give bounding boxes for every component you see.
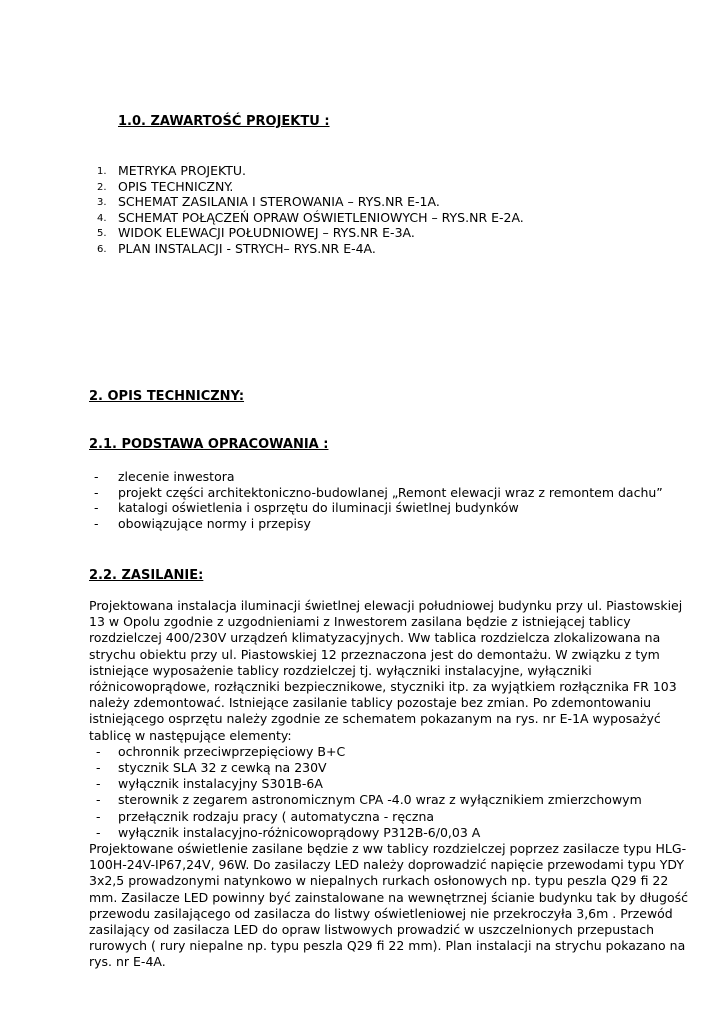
list-number: 1.: [97, 166, 107, 177]
dash-bullet: -: [94, 469, 99, 484]
paragraph-line: strychu obiektu przy ul. Piastowskiej 12 przeznaczona jest do demontażu. W związku z tym: [89, 646, 660, 662]
paragraph-line: tablicę w następujące elementy:: [89, 727, 292, 743]
list-text: stycznik SLA 32 z cewką na 230V: [118, 760, 327, 776]
section2-heading: 2. OPIS TECHNICZNY:: [89, 389, 245, 404]
list-item: [89, 744, 669, 760]
list-number: 2.: [97, 181, 107, 193]
paragraph-line: istniejące wyposażenie tablicy rozdzielczej tj. wyłączniki instalacyjne, wyłączniki: [89, 662, 592, 678]
list-item: [97, 240, 524, 257]
paragraph-line: należy zdemontować. Istniejące zasilanie tablicy pozostaje bez zmian. Po zdemontowaniu: [89, 695, 652, 711]
dash-bullet: -: [96, 824, 101, 840]
list-number: 3.: [97, 197, 107, 209]
paragraph-line: istniejącego osprzętu należy zgodnie ze schematem pokazanym na rys. nr E-1A wyposażyć: [89, 711, 661, 727]
list-text: WIDOK ELEWACJI POŁUDNIOWEJ – RYS.NR E-3A.: [118, 225, 415, 241]
list-text: katalogi oświetlenia i osprzętu do iluminacji świetlnej budynków: [118, 500, 519, 516]
dash-bullet: -: [94, 500, 99, 516]
list-item: [97, 163, 524, 179]
list-text: wyłącznik instalacyjno-różnicowoprądowy P312B-6/0,03 A: [118, 824, 481, 840]
dash-bullet: -: [96, 792, 101, 808]
list-number: 4.: [97, 212, 107, 224]
paragraph-line: przewodu zasilającego od zasilacza do listwy oświetleniowej nie przekroczyła 3,6m . Przewód: [89, 905, 673, 921]
paragraph-line: zasilający od zasilacza LED do opraw listwowych prowadzić w uszczelnionych przepustach: [89, 922, 655, 938]
list-text: OPIS TECHNICZNY.: [118, 178, 234, 194]
elements-list: [89, 744, 669, 841]
contents-heading: 1.0. ZAWARTOŚĆ PROJEKTU :: [118, 114, 330, 129]
list-number: 6.: [97, 243, 107, 255]
dash-bullet: -: [96, 808, 101, 824]
list-item: [94, 500, 663, 516]
list-text: projekt części architektoniczno-budowlanej „Remont elewacji wraz z remontem dachu”: [118, 484, 663, 500]
paragraph-line: Projektowane oświetlenie zasilane będzie z ww tablicy rozdzielczej poprzez zasilacze typu HLG-: [89, 841, 687, 857]
dash-bullet: -: [94, 515, 99, 531]
dash-bullet: -: [96, 760, 101, 776]
paragraph-line: 13 w Opolu zgodnie z uzgodnieniami z Inwestorem zasilana będzie z istniejącej tablicy: [89, 614, 631, 630]
list-item: [97, 178, 524, 195]
list-item: [97, 194, 524, 210]
list-text: SCHEMAT ZASILANIA I STEROWANIA – RYS.NR E-1A.: [118, 194, 440, 210]
paragraph-line: mm. Zasilacze LED powinny być zainstalowane na wewnętrznej ścianie budynku tak by długość: [89, 889, 689, 905]
paragraph-line: 100H-24V-IP67,24V, 96W. Do zasilaczy LED należy doprowadzić napięcie przewodami typu YDY: [89, 857, 684, 873]
list-text: zlecenie inwestora: [118, 469, 235, 484]
list-text: METRYKA PROJEKTU.: [118, 163, 246, 178]
dash-bullet: -: [96, 776, 101, 792]
paragraph-line: Projektowana instalacja iluminacji świetlnej elewacji południowej budynku przy ul. Piastowskiej: [89, 598, 683, 613]
list-text: SCHEMAT POŁĄCZEŃ OPRAW OŚWIETLENIOWYCH – RYS.NR E-2A.: [118, 209, 524, 225]
list-item: [89, 776, 669, 792]
power-supply-text: [89, 598, 689, 971]
contents-list: [97, 163, 524, 257]
basis-list: [94, 469, 663, 531]
list-text: przełącznik rodzaju pracy ( automatyczna - ręczna: [118, 808, 435, 824]
list-item: [89, 760, 669, 776]
list-item: [94, 484, 663, 501]
list-text: ochronnik przeciwprzepięciowy B+C: [118, 743, 346, 759]
list-text: obowiązujące normy i przepisy: [118, 515, 311, 531]
list-text: wyłącznik instalacyjny S301B-6A: [118, 776, 323, 792]
paragraph-line: rurowych ( rury niepalne np. typu peszla Q29 fi 22 mm). Plan instalacji na strychu pokazano na: [89, 938, 686, 954]
section22-heading: 2.2. ZASILANIE:: [89, 568, 204, 583]
dash-bullet: -: [94, 484, 99, 500]
list-item: [94, 515, 663, 532]
paragraph-line: rozdzielczej 400/230V urządzeń klimatyzacyjnych. Ww tablica rozdzielcza zlokalizowana na: [89, 630, 661, 646]
paragraph-line: różnicowoprądowe, rozłączniki bezpiecznikowe, styczniki itp. za wyjątkiem rozłącznika FR 103: [89, 679, 677, 695]
list-item: [89, 792, 669, 808]
list-number: 5.: [97, 228, 107, 240]
list-item: [97, 209, 524, 226]
list-item: [94, 469, 663, 485]
paragraph-line: 3x2,5 prowadzonymi natynkowo w niepalnych rurkach osłonowych np. typu peszla Q29 fi 22: [89, 873, 669, 889]
section21-heading: 2.1. PODSTAWA OPRACOWANIA :: [89, 437, 329, 452]
list-item: [89, 809, 669, 825]
list-text: sterownik z zegarem astronomicznym CPA -4.0 wraz z wyłącznikiem zmierzchowym: [118, 792, 642, 808]
paragraph-line: rys. nr E-4A.: [89, 954, 166, 970]
list-text: PLAN INSTALACJI - STRYCH– RYS.NR E-4A.: [118, 240, 376, 256]
dash-bullet: -: [96, 743, 101, 759]
list-item: [97, 225, 524, 241]
list-item: [89, 825, 669, 841]
